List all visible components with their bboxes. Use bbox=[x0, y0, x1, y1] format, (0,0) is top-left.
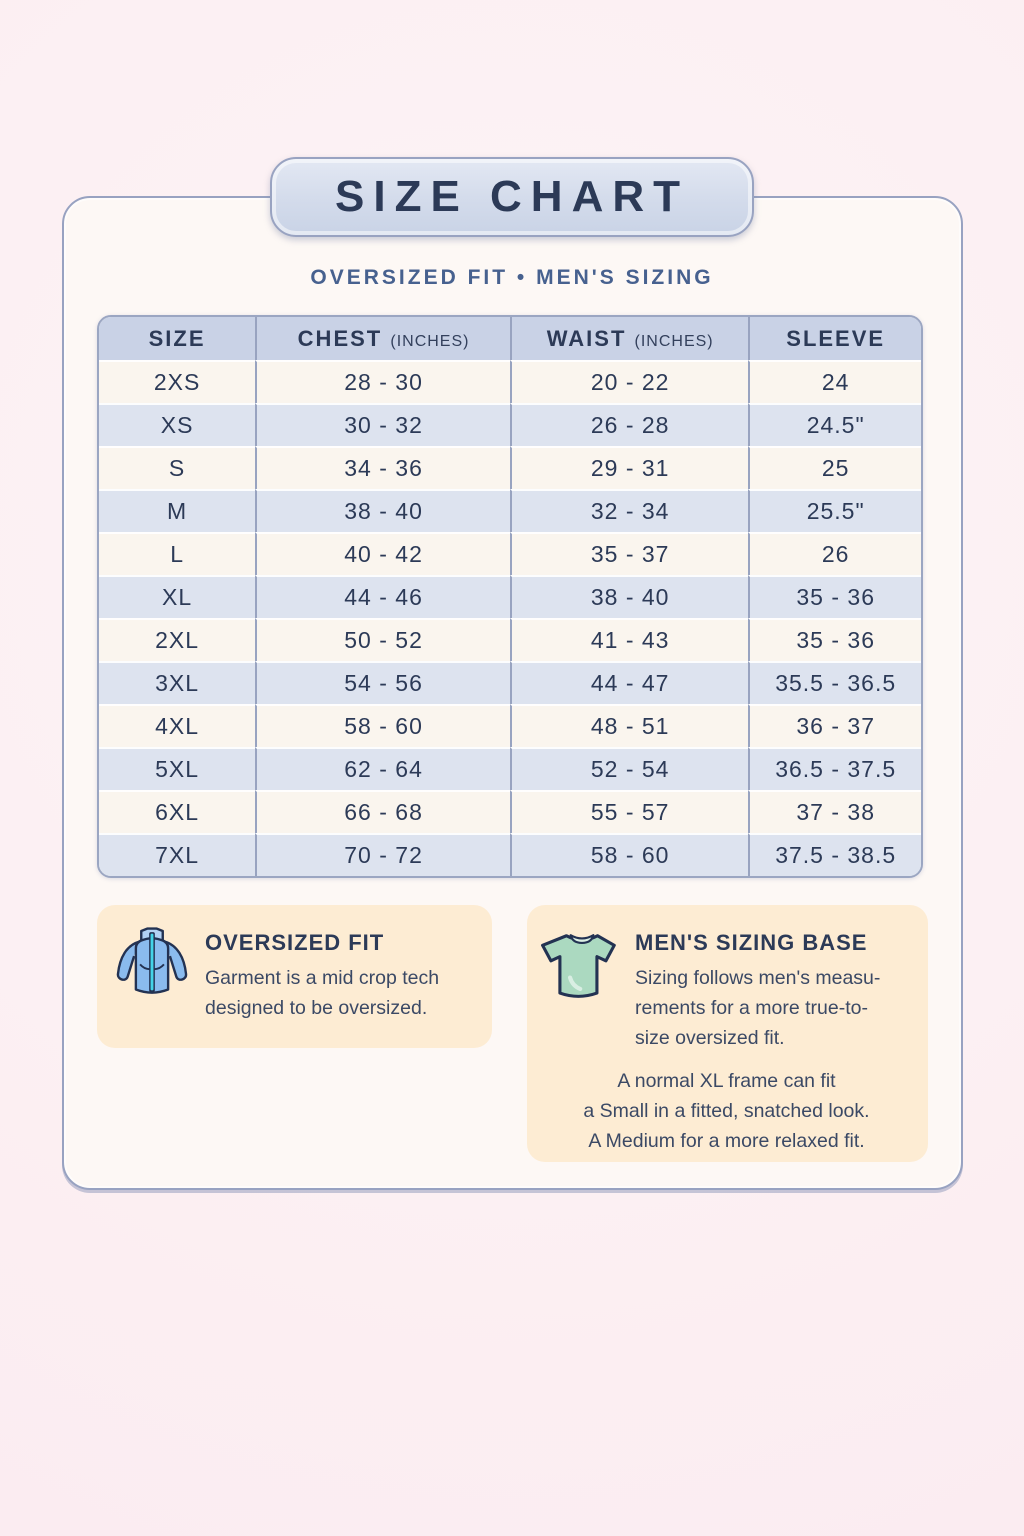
note-body-line: Garment is a mid crop tech bbox=[205, 967, 440, 989]
sleeve-cell: 24 bbox=[748, 360, 921, 403]
chest-cell: 66 - 68 bbox=[255, 790, 510, 833]
col-header-sleeve: SLEEVE bbox=[748, 317, 921, 360]
note-body-line: A Medium for a more relaxed fit. bbox=[588, 1130, 865, 1152]
table-row bbox=[99, 747, 921, 790]
page-title: SIZE CHART bbox=[335, 172, 689, 221]
size-cell: 7XL bbox=[99, 833, 255, 876]
table-row bbox=[99, 446, 921, 489]
waist-cell: 48 - 51 bbox=[510, 704, 748, 747]
table-header-row bbox=[99, 317, 921, 360]
note-body-line: designed to be oversized. bbox=[205, 997, 428, 1019]
chest-cell: 28 - 30 bbox=[255, 360, 510, 403]
waist-cell: 55 - 57 bbox=[510, 790, 748, 833]
chest-cell: 62 - 64 bbox=[255, 747, 510, 790]
waist-unit-label: (INCHES) bbox=[634, 332, 714, 350]
size-cell: 2XS bbox=[99, 360, 255, 403]
chest-cell: 54 - 56 bbox=[255, 661, 510, 704]
note-body-line: a Small in a fitted, snatched look. bbox=[583, 1100, 870, 1122]
col-header-waist: WAIST (INCHES) bbox=[510, 317, 748, 360]
waist-cell: 26 - 28 bbox=[510, 403, 748, 446]
sleeve-cell: 35 - 36 bbox=[748, 575, 921, 618]
sleeve-cell: 26 bbox=[748, 532, 921, 575]
sleeve-cell: 35 - 36 bbox=[748, 618, 921, 661]
table-row bbox=[99, 704, 921, 747]
waist-cell: 58 - 60 bbox=[510, 833, 748, 876]
size-cell: 4XL bbox=[99, 704, 255, 747]
chest-cell: 38 - 40 bbox=[255, 489, 510, 532]
size-cell: 3XL bbox=[99, 661, 255, 704]
page-title-pill bbox=[270, 157, 754, 237]
table-row bbox=[99, 489, 921, 532]
chest-cell: 58 - 60 bbox=[255, 704, 510, 747]
note-body-line: A normal XL frame can fit bbox=[617, 1070, 836, 1092]
note-oversized-fit bbox=[97, 905, 492, 1048]
size-cell: 5XL bbox=[99, 747, 255, 790]
page-subtitle: OVERSIZED FIT • MEN'S SIZING bbox=[310, 266, 714, 289]
waist-cell: 35 - 37 bbox=[510, 532, 748, 575]
table-row bbox=[99, 360, 921, 403]
chest-cell: 40 - 42 bbox=[255, 532, 510, 575]
waist-cell: 38 - 40 bbox=[510, 575, 748, 618]
table-row bbox=[99, 618, 921, 661]
size-cell: M bbox=[99, 489, 255, 532]
sleeve-cell: 36.5 - 37.5 bbox=[748, 747, 921, 790]
waist-cell: 20 - 22 bbox=[510, 360, 748, 403]
table-row bbox=[99, 403, 921, 446]
table-row bbox=[99, 833, 921, 876]
col-header-size: SIZE bbox=[99, 317, 255, 360]
table-row bbox=[99, 790, 921, 833]
sleeve-cell: 36 - 37 bbox=[748, 704, 921, 747]
size-table bbox=[97, 315, 923, 878]
chest-cell: 44 - 46 bbox=[255, 575, 510, 618]
chest-cell: 50 - 52 bbox=[255, 618, 510, 661]
size-cell: S bbox=[99, 446, 255, 489]
note-mens-sizing-base bbox=[527, 905, 928, 1162]
col-header-chest: CHEST (INCHES) bbox=[255, 317, 510, 360]
chest-unit-label: (INCHES) bbox=[390, 332, 470, 350]
note-paragraph-fit-advice bbox=[539, 1066, 914, 1156]
sleeve-cell: 37.5 - 38.5 bbox=[748, 833, 921, 876]
size-cell: XS bbox=[99, 403, 255, 446]
sleeve-cell: 37 - 38 bbox=[748, 790, 921, 833]
note-body-line: size oversized fit. bbox=[635, 1027, 785, 1049]
waist-cell: 41 - 43 bbox=[510, 618, 748, 661]
table-row bbox=[99, 532, 921, 575]
jacket-icon bbox=[109, 920, 195, 1016]
size-cell: L bbox=[99, 532, 255, 575]
waist-cell: 32 - 34 bbox=[510, 489, 748, 532]
waist-cell: 29 - 31 bbox=[510, 446, 748, 489]
chest-cell: 70 - 72 bbox=[255, 833, 510, 876]
note-body-line: rements for a more true-to- bbox=[635, 997, 868, 1019]
tshirt-icon bbox=[539, 920, 625, 1016]
note-heading-sizing-base: MEN'S SIZING BASE bbox=[635, 930, 868, 955]
size-cell: 2XL bbox=[99, 618, 255, 661]
note-body-line: Sizing follows men's measu- bbox=[635, 967, 881, 989]
waist-cell: 52 - 54 bbox=[510, 747, 748, 790]
chest-cell: 34 - 36 bbox=[255, 446, 510, 489]
sleeve-cell: 25.5" bbox=[748, 489, 921, 532]
note-heading-oversized: OVERSIZED FIT bbox=[205, 930, 385, 955]
sleeve-cell: 25 bbox=[748, 446, 921, 489]
sleeve-cell: 35.5 - 36.5 bbox=[748, 661, 921, 704]
table-row bbox=[99, 661, 921, 704]
table-row bbox=[99, 575, 921, 618]
size-cell: 6XL bbox=[99, 790, 255, 833]
sleeve-cell: 24.5" bbox=[748, 403, 921, 446]
size-cell: XL bbox=[99, 575, 255, 618]
chest-cell: 30 - 32 bbox=[255, 403, 510, 446]
waist-cell: 44 - 47 bbox=[510, 661, 748, 704]
